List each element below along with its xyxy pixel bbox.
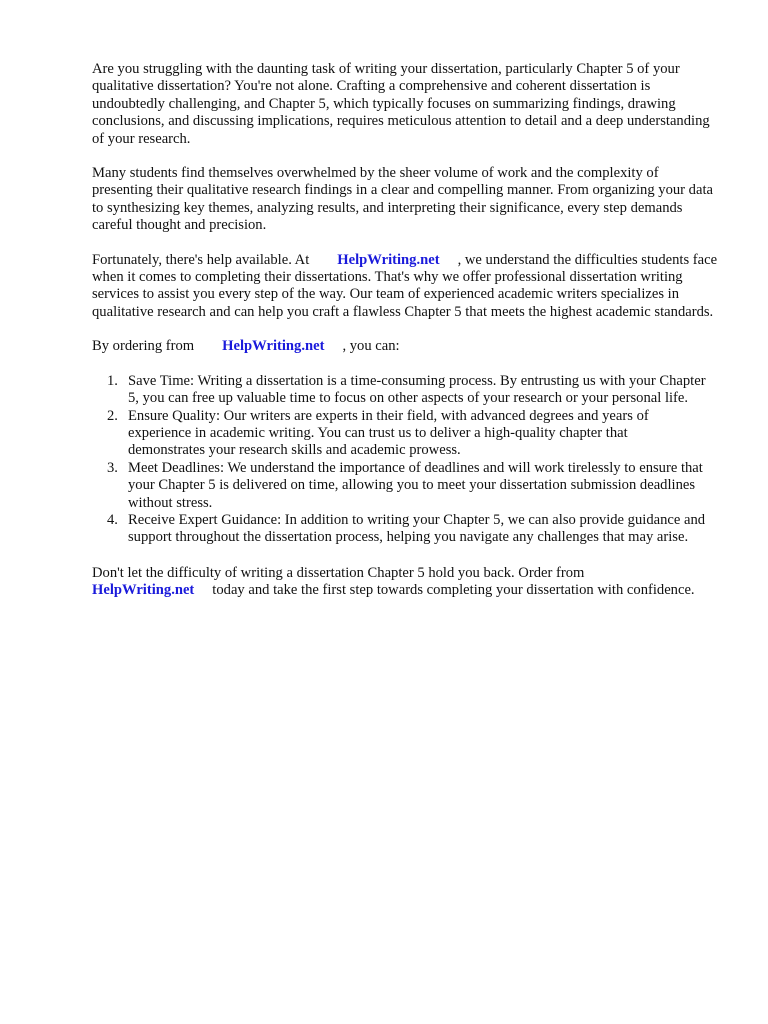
list-item: [92, 512, 708, 547]
paragraph-closing-text-before: Don't let the difficulty of writing a dissertation Chapter 5 hold you back. Order from: [92, 564, 585, 581]
list-item: [92, 373, 708, 408]
helpwriting-link-1[interactable]: HelpWriting.net: [337, 251, 440, 268]
paragraph-ordering-text-before: By ordering from: [92, 338, 195, 355]
paragraph-help-available: [92, 252, 722, 322]
helpwriting-link-3[interactable]: HelpWriting.net: [92, 582, 195, 599]
benefits-list: [92, 373, 722, 547]
paragraph-ordering-text-after: , you can:: [342, 338, 400, 355]
list-item-text: Ensure Quality: Our writers are experts in their field, with advanced degrees and years of experience in academic writing. You can trust us to deliver a high-quality chapter that demonstrates your research skills and academic prowess.: [128, 407, 649, 459]
paragraph-closing-text-after: today and take the first step towards completing your dissertation with confidence.: [212, 582, 695, 599]
helpwriting-link-2[interactable]: HelpWriting.net: [222, 338, 325, 355]
paragraph-intro: Are you struggling with the daunting task of writing your dissertation, particularly Chapter 5 of your qualitative dissertation? You're not alone. Crafting a comprehensive and coherent dissertation is undoubtedly challenging, and Chapter 5, which typically focuses on summarizing findings, drawing conclusions, and discussing implications, requires meticulous attention to detail and a deep understanding of your research.: [92, 61, 710, 147]
paragraph-help-text-before: Fortunately, there's help available. At: [92, 251, 310, 268]
list-item: [92, 460, 708, 512]
paragraph-ordering: [92, 338, 722, 355]
paragraph-overwhelmed: Many students find themselves overwhelmed by the sheer volume of work and the complexity of presenting their qualitative research findings in a clear and compelling manner. From organizing your data to synthesizing key themes, analyzing results, and interpreting their significance, every step demands careful thought and precision.: [92, 165, 713, 234]
list-item-text: Meet Deadlines: We understand the importance of deadlines and will work tirelessly to ensure that your Chapter 5 is delivered on time, allowing you to meet your dissertation submission deadlines without stress.: [128, 459, 703, 511]
paragraph-closing: [92, 565, 722, 600]
list-item-text: Save Time: Writing a dissertation is a time-consuming process. By entrusting us with your Chapter 5, you can free up valuable time to focus on other aspects of your research or your personal life.: [128, 372, 706, 407]
list-item: [92, 408, 708, 460]
list-item-number: 3.: [107, 459, 118, 476]
list-item-number: 2.: [107, 407, 118, 424]
list-item-number: 4.: [107, 511, 118, 528]
paragraph-help-text-after: , we understand the difficulties students face when it comes to completing their dissertations. That's why we offer professional dissertation writing services to assist you every step of the way. Our team of experienced academic writers specializes in qualitative research and can help you craft a flawless Chapter 5 that meets the highest academic standards.: [92, 251, 718, 320]
list-item-number: 1.: [107, 372, 118, 389]
list-item-text: Receive Expert Guidance: In addition to writing your Chapter 5, we can also provide guidance and support throughout the dissertation process, helping you navigate any challenges that may arise.: [128, 511, 706, 546]
